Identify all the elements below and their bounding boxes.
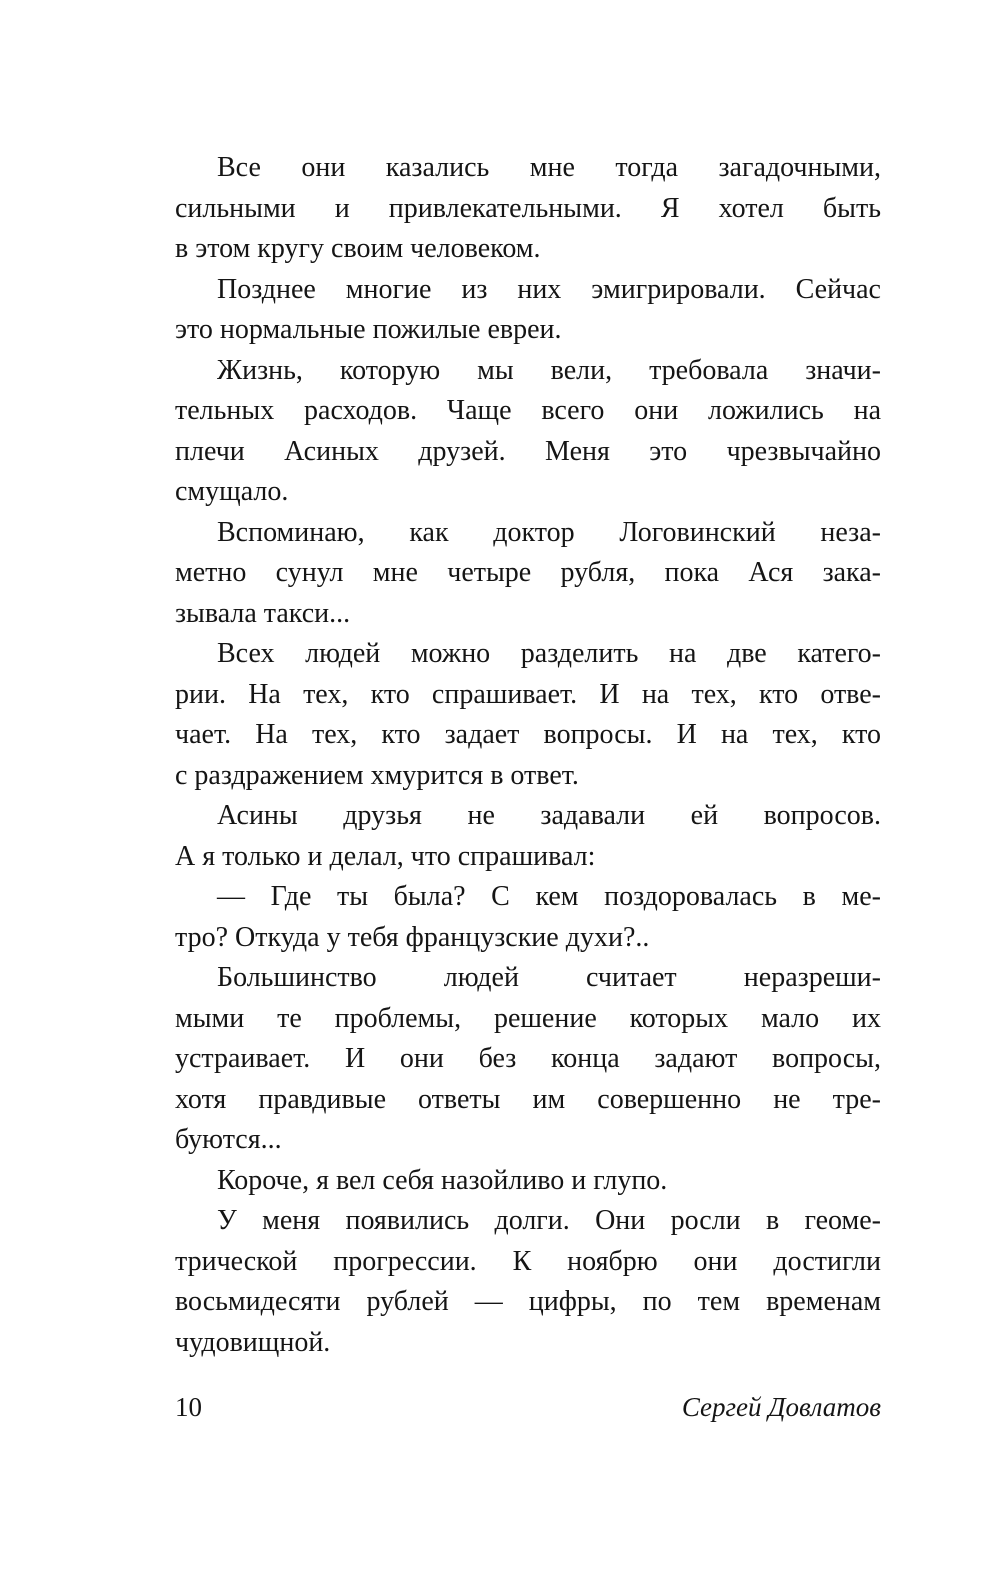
text-line: Жизнь, которую мы вели, требовала значи- xyxy=(217,354,881,386)
text-line: с раздражением хмурится в ответ. xyxy=(175,759,579,791)
text-line: Позднее многие из них эмигрировали. Сейчас xyxy=(217,273,881,305)
text-line: плечи Асиных друзей. Меня это чрезвычайно xyxy=(175,435,881,467)
text-line: У меня появились долги. Они росли в геоме- xyxy=(217,1205,881,1236)
paragraph xyxy=(175,958,881,1161)
text-line: Вспоминаю, как доктор Логовинский неза- xyxy=(217,516,881,548)
text-line: А я только и делал, что спрашивал: xyxy=(175,840,596,872)
paragraph xyxy=(175,1161,881,1202)
text-line: Все они казались мне тогда загадочными, xyxy=(217,152,881,183)
text-line: метно сунул мне четыре рубля, пока Ася зака- xyxy=(175,557,881,588)
text-line: хотя правдивые ответы им совершенно не тре- xyxy=(175,1083,881,1115)
text-line: устраивает. И они без конца задают вопросы, xyxy=(175,1043,881,1074)
paragraph xyxy=(175,148,881,270)
text-line: Всех людей можно разделить на две катего- xyxy=(217,638,881,669)
page-number: 10 xyxy=(175,1392,202,1422)
page-footer xyxy=(175,1392,881,1423)
text-line: рии. На тех, кто спрашивает. И на тех, кто отве- xyxy=(175,678,881,710)
text-line: зывала такси... xyxy=(175,597,351,629)
text-line: буются... xyxy=(175,1124,282,1155)
text-line: Большинство людей считает неразреши- xyxy=(217,962,881,993)
paragraph xyxy=(175,270,881,351)
text-line: чает. На тех, кто задает вопросы. И на тех, кто xyxy=(175,719,881,750)
text-line: смущало. xyxy=(175,476,289,507)
text-line: тельных расходов. Чаще всего они ложились на xyxy=(175,395,881,426)
text-line: в этом кругу своим человеком. xyxy=(175,233,541,264)
text-line: Короче, я вел себя назойливо и глупо. xyxy=(217,1164,668,1196)
text-line: трической прогрессии. К ноябрю они достигли xyxy=(175,1245,881,1277)
paragraph xyxy=(175,877,881,958)
paragraph xyxy=(175,513,881,635)
text-line: это нормальные пожилые евреи. xyxy=(175,314,562,345)
text-line: мыми те проблемы, решение которых мало их xyxy=(175,1002,881,1034)
text-line: Асины друзья не задавали ей вопросов. xyxy=(217,800,881,831)
text-line: тро? Откуда у тебя французские духи?.. xyxy=(175,921,650,953)
text-line: восьмидесяти рублей — цифры, по тем временам xyxy=(175,1286,881,1317)
text-line: — Где ты была? С кем поздоровалась в ме- xyxy=(217,881,881,912)
page-text xyxy=(175,148,881,1363)
paragraph xyxy=(175,634,881,796)
paragraph xyxy=(175,1201,881,1363)
text-line: чудовищной. xyxy=(175,1326,331,1358)
paragraph xyxy=(175,351,881,513)
author-name: Сергей Довлатов xyxy=(681,1392,881,1422)
paragraph xyxy=(175,796,881,877)
text-line: сильными и привлекательными. Я хотел быть xyxy=(175,192,881,224)
